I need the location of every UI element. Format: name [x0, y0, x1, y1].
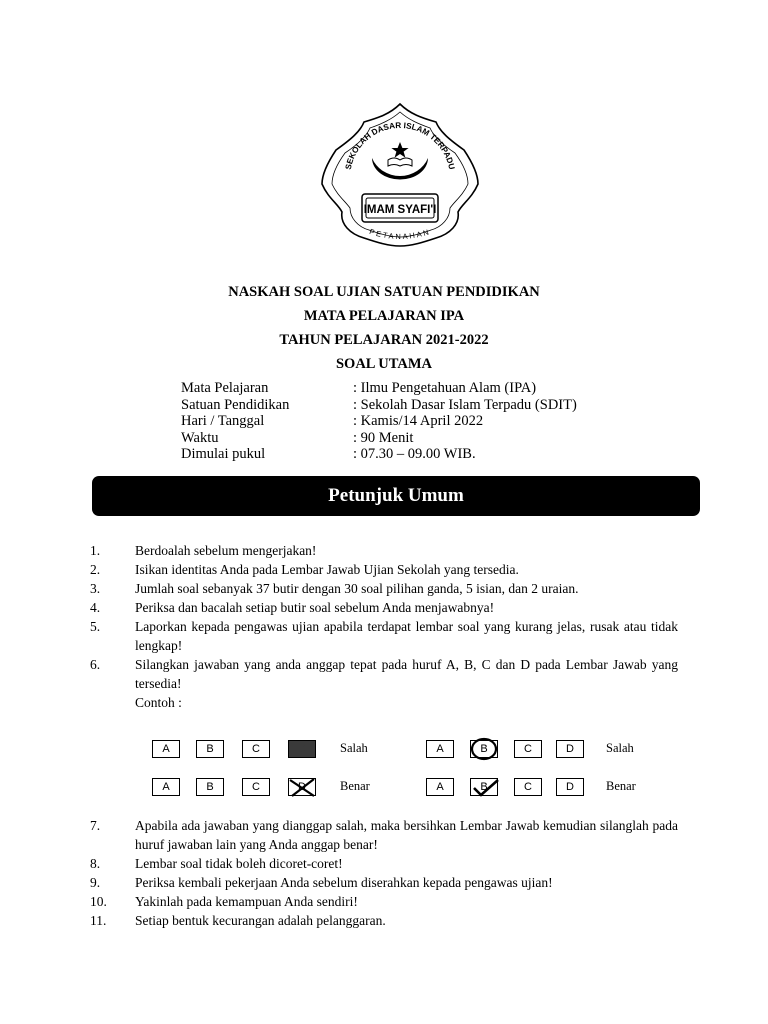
- option-box-filled: D: [288, 740, 316, 758]
- option-box: A: [152, 778, 180, 796]
- logo-school-name: IMAM SYAFI'I: [363, 204, 437, 216]
- info-row: [181, 380, 577, 397]
- logo-location-text: PETANAHAN: [368, 226, 432, 242]
- list-item: 2. Isikan identitas Anda pada Lembar Jawab Ujian Sekolah yang tersedia.: [90, 562, 519, 577]
- info-row: [181, 413, 577, 430]
- school-logo: [320, 100, 480, 248]
- list-item: Contoh :: [135, 695, 182, 710]
- option-box: B: [470, 778, 498, 796]
- instruction-list: [90, 541, 678, 712]
- document-header: [0, 280, 768, 376]
- info-value: : Ilmu Pengetahuan Alam (IPA): [353, 380, 537, 396]
- info-value: : Sekolah Dasar Islam Terpadu (SDIT): [353, 396, 577, 413]
- info-label: Dimulai pukul: [181, 446, 266, 462]
- example-status: Salah: [340, 741, 368, 755]
- list-item: 8. Lembar soal tidak boleh dicoret-coret!: [90, 856, 343, 871]
- info-value: : 90 Menit: [353, 429, 414, 446]
- option-box: A: [426, 740, 454, 758]
- list-item: 3. Jumlah soal sebanyak 37 butir dengan 30 soal pilihan ganda, 5 isian, dan 2 uraian.: [90, 581, 579, 596]
- option-box: B: [196, 778, 224, 796]
- info-label: Hari / Tanggal: [181, 413, 265, 429]
- list-item: 9. Periksa kembali pekerjaan Anda sebelum diserahkan kepada pengawas ujian!: [90, 875, 553, 890]
- header-subject: MATA PELAJARAN IPA: [303, 308, 465, 324]
- option-box: C: [514, 740, 542, 758]
- example-row-1: [0, 740, 768, 760]
- info-label: Satuan Pendidikan: [181, 396, 290, 413]
- info-row: [181, 430, 577, 447]
- option-box: C: [514, 778, 542, 796]
- cross-mark-icon: [284, 774, 320, 800]
- info-row: [181, 446, 577, 463]
- header-title: NASKAH SOAL UJIAN SATUAN PENDIDIKAN: [228, 284, 540, 300]
- option-box: B: [470, 740, 498, 758]
- list-item: 11. Setiap bentuk kecurangan adalah pelanggaran.: [90, 913, 386, 928]
- example-row-2: [0, 778, 768, 798]
- option-box: C: [242, 740, 270, 758]
- header-type: SOAL UTAMA: [335, 356, 432, 372]
- logo-arc-text: SEKOLAH DASAR ISLAM TERPADU: [343, 120, 457, 171]
- info-value: : Kamis/14 April 2022: [353, 413, 484, 429]
- list-item: 4. Periksa dan bacalah setiap butir soal sebelum Anda menjawabnya!: [90, 600, 495, 615]
- option-box: A: [426, 778, 454, 796]
- exam-info: [181, 380, 577, 463]
- list-item: 10. Yakinlah pada kemampuan Anda sendiri!: [90, 894, 358, 909]
- list-item: 5. Laporkan kepada pengawas ujian apabila terdapat lembar soal yang kurang jelas, rusak atau tidak lengkap!: [90, 619, 678, 653]
- option-box: A: [152, 740, 180, 758]
- option-box: C: [242, 778, 270, 796]
- list-item: 7. Apabila ada jawaban yang dianggap salah, maka bersihkan Lembar Jawab kemudian silanglah pada huruf jawaban lain yang Anda anggap benar!: [90, 818, 678, 852]
- example-status: Benar: [606, 779, 636, 793]
- example-status: Salah: [606, 741, 634, 755]
- instruction-list-continued: [90, 816, 678, 930]
- header-year: TAHUN PELAJARAN 2021-2022: [279, 332, 489, 348]
- info-label: Waktu: [181, 429, 219, 446]
- example-status: Benar: [340, 779, 370, 793]
- check-mark-icon: [468, 774, 504, 800]
- info-label: Mata Pelajaran: [181, 380, 269, 396]
- option-box: D: [556, 778, 584, 796]
- section-banner: Petunjuk Umum: [92, 476, 700, 516]
- info-value: : 07.30 – 09.00 WIB.: [353, 446, 476, 462]
- list-item: 6. Silangkan jawaban yang anda anggap tepat pada huruf A, B, C dan D pada Lembar Jawab yang tersedia!: [90, 657, 678, 691]
- list-item: 1. Berdoalah sebelum mengerjakan!: [90, 543, 317, 558]
- option-box: D: [556, 740, 584, 758]
- option-box: B: [196, 740, 224, 758]
- circle-mark-icon: [466, 736, 502, 762]
- info-row: [181, 397, 577, 414]
